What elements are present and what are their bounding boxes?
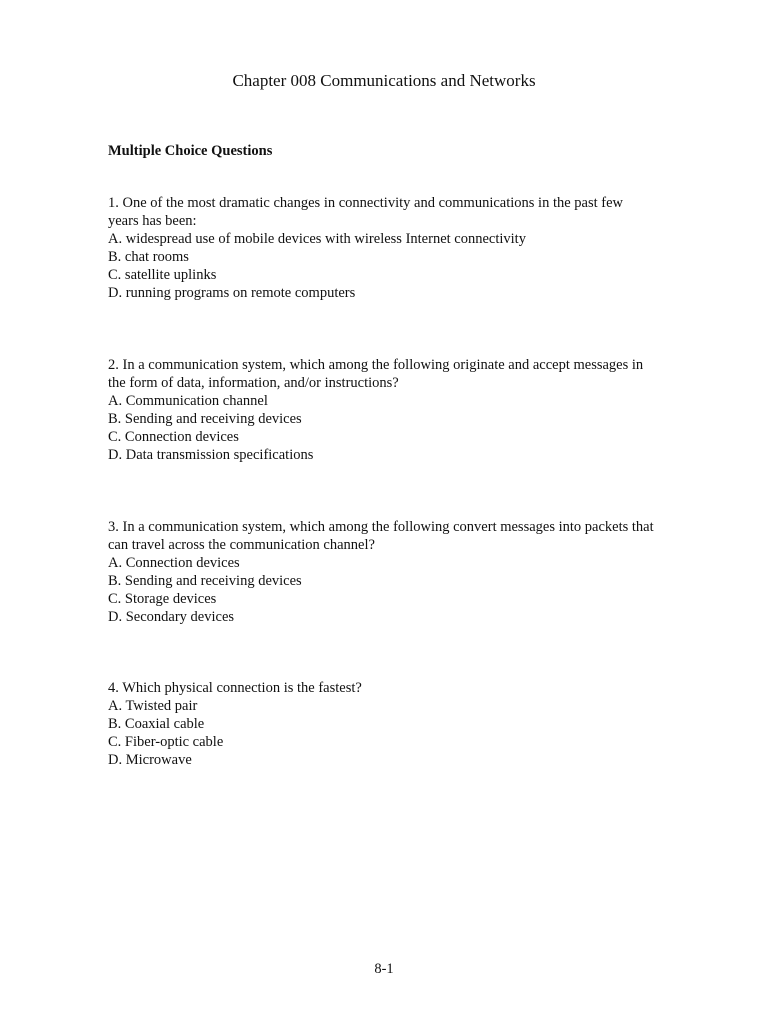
question-stem-line: the form of data, information, and/or instructions? (108, 375, 399, 391)
answer-option-a: A. widespread use of mobile devices with wireless Internet connectivity (108, 231, 526, 247)
answer-option-d: D. Data transmission specifications (108, 447, 314, 463)
answer-option-a: A. Connection devices (108, 555, 240, 571)
question-1 (108, 194, 688, 302)
answer-option-a: A. Communication channel (108, 393, 268, 409)
answer-option-d: D. Microwave (108, 752, 192, 768)
question-stem-line: years has been: (108, 213, 197, 229)
answer-option-c: C. satellite uplinks (108, 267, 217, 283)
answer-option-b: B. Sending and receiving devices (108, 411, 302, 427)
answer-option-b: B. chat rooms (108, 249, 189, 265)
answer-option-a: A. Twisted pair (108, 698, 198, 714)
question-stem-line: 1. One of the most dramatic changes in connectivity and communications in the past few (108, 195, 624, 211)
page-number: 8-1 (374, 961, 394, 977)
answer-option-d: D. Secondary devices (108, 609, 235, 625)
question-stem-line: 3. In a communication system, which among the following convert messages into packets that (108, 519, 654, 535)
question-3 (108, 518, 688, 626)
question-stem-line: can travel across the communication channel? (108, 537, 375, 553)
answer-option-c: C. Connection devices (108, 429, 239, 445)
chapter-title: Chapter 008 Communications and Networks (232, 71, 536, 90)
answer-option-b: B. Coaxial cable (108, 716, 205, 732)
answer-option-d: D. running programs on remote computers (108, 285, 356, 301)
section-heading: Multiple Choice Questions (108, 143, 273, 159)
question-4 (108, 679, 688, 769)
answer-option-c: C. Fiber-optic cable (108, 734, 224, 750)
question-stem-line: 4. Which physical connection is the fastest? (108, 680, 362, 696)
answer-option-c: C. Storage devices (108, 591, 217, 607)
question-2 (108, 356, 688, 464)
question-stem-line: 2. In a communication system, which among the following originate and accept messages in (108, 357, 644, 373)
answer-option-b: B. Sending and receiving devices (108, 573, 302, 589)
